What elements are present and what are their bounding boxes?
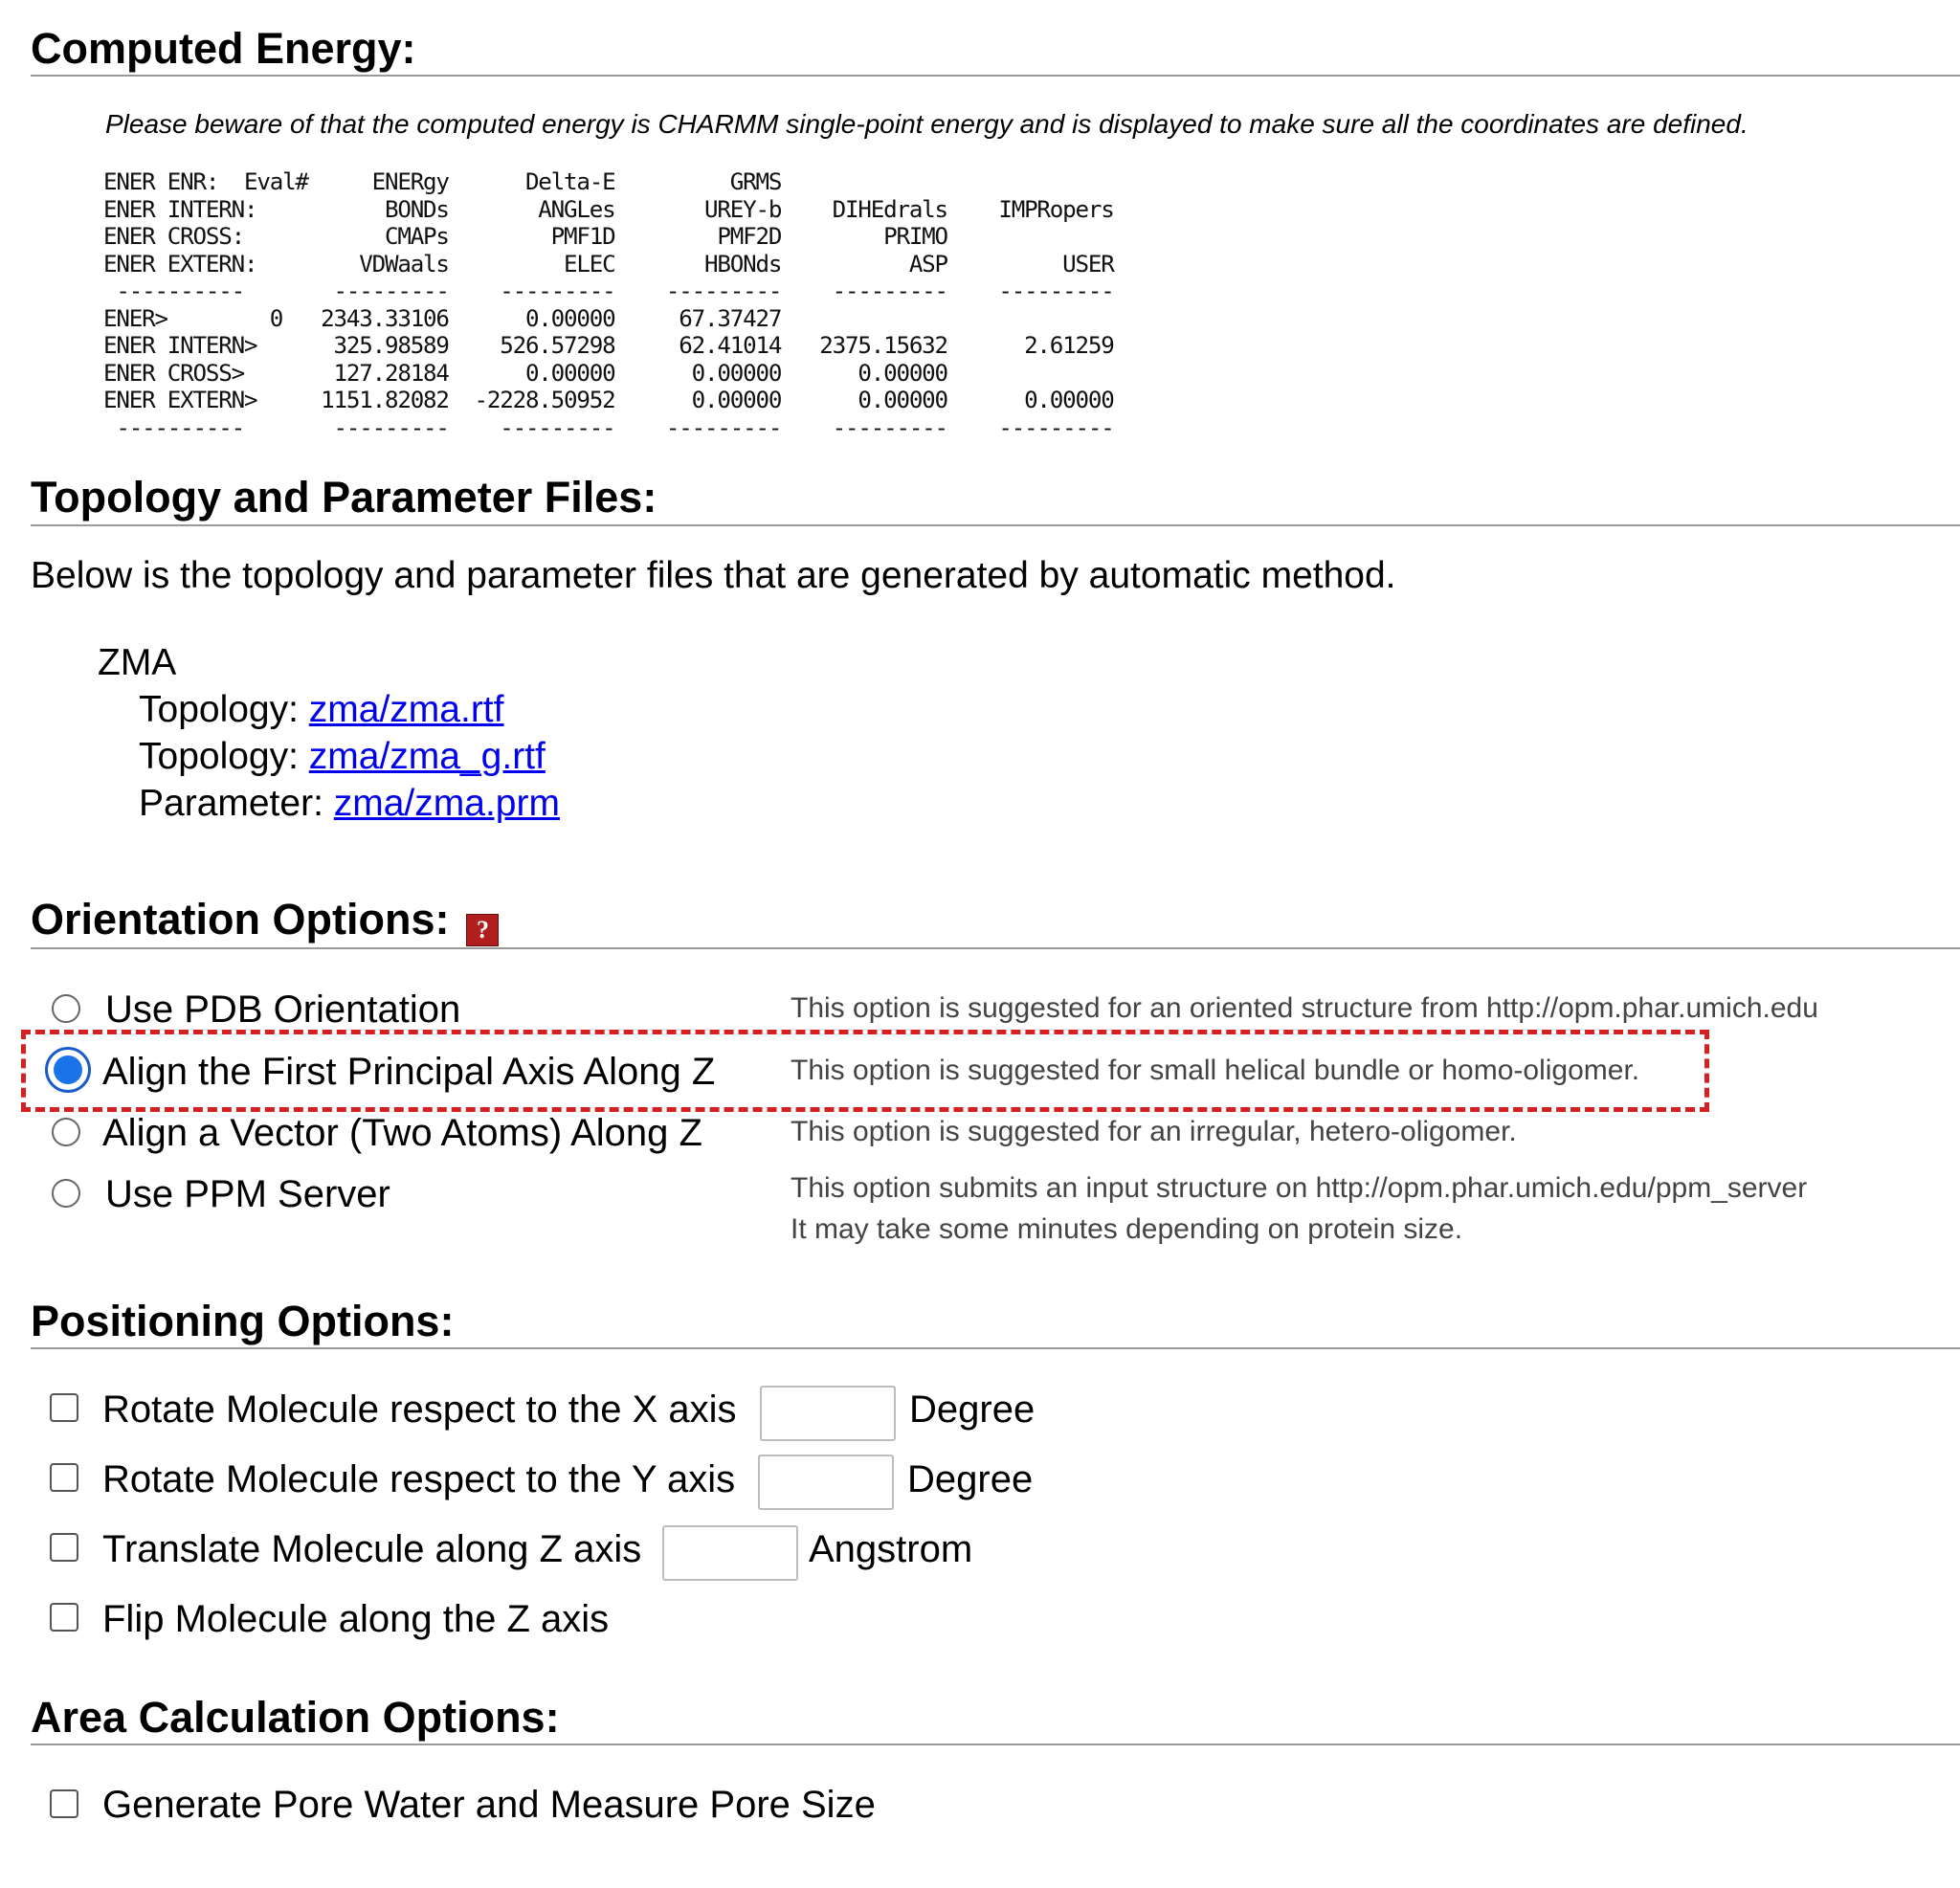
radio-ppm-server[interactable] — [52, 1179, 80, 1208]
help-icon[interactable]: ? — [466, 914, 499, 946]
option-description: This option is suggested for small helical bundle or homo-oligomer. — [791, 1055, 1640, 1086]
flip-z-label: Flip Molecule along the Z axis — [102, 1598, 610, 1640]
file-row — [139, 733, 560, 780]
option-label: Use PPM Server — [105, 1173, 390, 1215]
energy-output: ENER ENR: Eval# ENERgy Delta-E GRMS ENER INTERN: BONDs ANGLes UREY-b DIHEdrals IMPRopers ENER CROSS: CMAPs PMF1D PMF2D PRIMO ENER EXTERN: VDWaals ELEC HBONds ASP USER ---------- --------- --------- --------- --------- --------- ENER> 0 2343.33106 0.00000 67.37427 ENER INTERN> 325.98589 526.57298 62.41014 2375.15632 2.61259 ENER CROSS> 127.28184 0.00000 0.00000 0.00000 ENER EXTERN> 1151.82082 -2228.50952 0.00000 0.00000 0.00000 ---------- --------- --------- --------- --------- --------- — [103, 168, 1114, 441]
rotate-x-unit: Degree — [909, 1388, 1036, 1431]
pore-water-checkbox[interactable] — [50, 1789, 78, 1818]
option-description-2: It may take some minutes depending on protein size. — [791, 1213, 1463, 1245]
rotate-x-input[interactable] — [760, 1386, 896, 1441]
translate-z-unit: Angstrom — [809, 1528, 973, 1570]
rotate-y-unit: Degree — [907, 1458, 1034, 1500]
energy-note: Please beware of that the computed energy is CHARMM single-point energy and is displayed to make sure all the coordinates are defined. — [105, 109, 1748, 139]
positioning-heading: Positioning Options: — [31, 1299, 1960, 1349]
topology-intro: Below is the topology and parameter files that are generated by automatic method. — [31, 555, 1396, 596]
file-link-zma-prm[interactable]: zma/zma.prm — [333, 783, 560, 824]
translate-z-checkbox[interactable] — [50, 1533, 78, 1562]
topology-file-list — [98, 639, 560, 827]
option-description: This option submits an input structure on http://opm.phar.umich.edu/ppm_server — [791, 1172, 1808, 1204]
computed-energy-heading: Computed Energy: — [31, 27, 1960, 77]
file-label: Topology: — [139, 736, 299, 777]
rotate-x-checkbox[interactable] — [50, 1393, 78, 1422]
file-row — [139, 780, 560, 827]
radio-pdb-orientation[interactable] — [52, 994, 80, 1023]
radio-principal-axis[interactable] — [45, 1047, 91, 1093]
area-calculation-heading: Area Calculation Options: — [31, 1696, 1960, 1745]
option-description: This option is suggested for an oriented structure from http://opm.phar.umich.edu — [791, 992, 1818, 1024]
radio-vector[interactable] — [52, 1118, 80, 1146]
option-description: This option is suggested for an irregular, hetero-oligomer. — [791, 1116, 1517, 1147]
translate-z-input[interactable] — [662, 1525, 798, 1581]
rotate-x-label: Rotate Molecule respect to the X axis — [102, 1388, 737, 1431]
translate-z-label: Translate Molecule along Z axis — [102, 1528, 642, 1570]
option-label: Align a Vector (Two Atoms) Along Z — [102, 1112, 702, 1154]
pore-water-label: Generate Pore Water and Measure Pore Size — [102, 1784, 876, 1826]
topology-heading: Topology and Parameter Files: — [31, 476, 1960, 526]
flip-z-checkbox[interactable] — [50, 1603, 78, 1632]
file-link-zma-g-rtf[interactable]: zma/zma_g.rtf — [308, 736, 546, 777]
file-link-zma-rtf[interactable]: zma/zma.rtf — [308, 689, 504, 730]
file-row — [139, 686, 560, 733]
file-label: Topology: — [139, 689, 299, 730]
option-label: Align the First Principal Axis Along Z — [102, 1051, 716, 1093]
rotate-y-input[interactable] — [758, 1455, 894, 1510]
rotate-y-checkbox[interactable] — [50, 1463, 78, 1492]
option-label: Use PDB Orientation — [105, 988, 461, 1031]
topology-group-name: ZMA — [98, 642, 177, 683]
rotate-y-label: Rotate Molecule respect to the Y axis — [102, 1458, 736, 1500]
orientation-heading: Orientation Options: ? — [31, 898, 1960, 949]
file-label: Parameter: — [139, 783, 323, 824]
